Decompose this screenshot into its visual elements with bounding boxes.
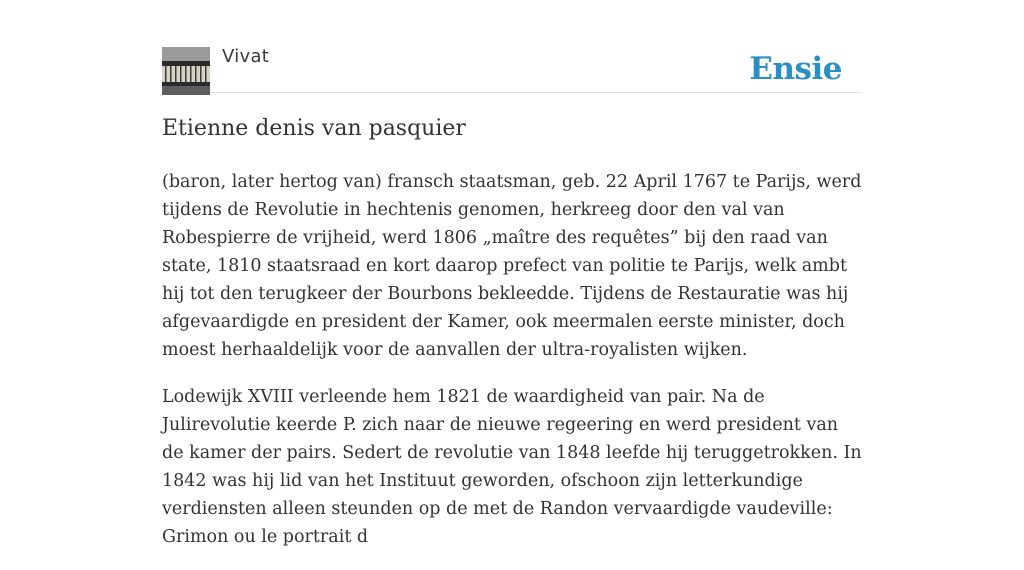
article-paragraph: Lodewijk XVIII verleende hem 1821 de waardigheid van pair. Na de Julirevolutie keerde P. zich naar de nieuwe regeering en werd president van de kamer der pairs. Sedert de revolutie van 1848 leefde hij teruggetrokken. In 1842 was hij lid van het Instituut geworden, ofschoon zijn letterkundige verdiensten alleen steunden op de met de Randon vervaardigde vaudeville: Grimon ou le portrait d [162,387,862,547]
brand-logo[interactable]: Ensie [749,51,842,87]
article-paragraph: (baron, later hertog van) fransch staatsman, geb. 22 April 1767 te Parijs, werd tijdens de Revolutie in hechtenis genomen, herkreeg door den val van Robespierre de vrijheid, werd 1806 „maître des requêtes” bij den raad van state, 1810 staatsraad en kort daarop prefect van politie te Parijs, welk ambt hij tot den terugkeer der Bourbons bekleedde. Tijdens de Restauratie was hij afgevaardigde en president der Kamer, ook meermalen eerste minister, doch moest herhaaldelijk voor de aanvallen der ultra-royalisten wijken. [162,172,862,360]
page-title: Etienne denis van pasquier [162,116,466,141]
source-name[interactable]: Vivat [222,46,270,67]
site-header [162,46,862,93]
bookshelf-avatar-icon[interactable] [162,47,210,95]
article-body [162,168,862,570]
